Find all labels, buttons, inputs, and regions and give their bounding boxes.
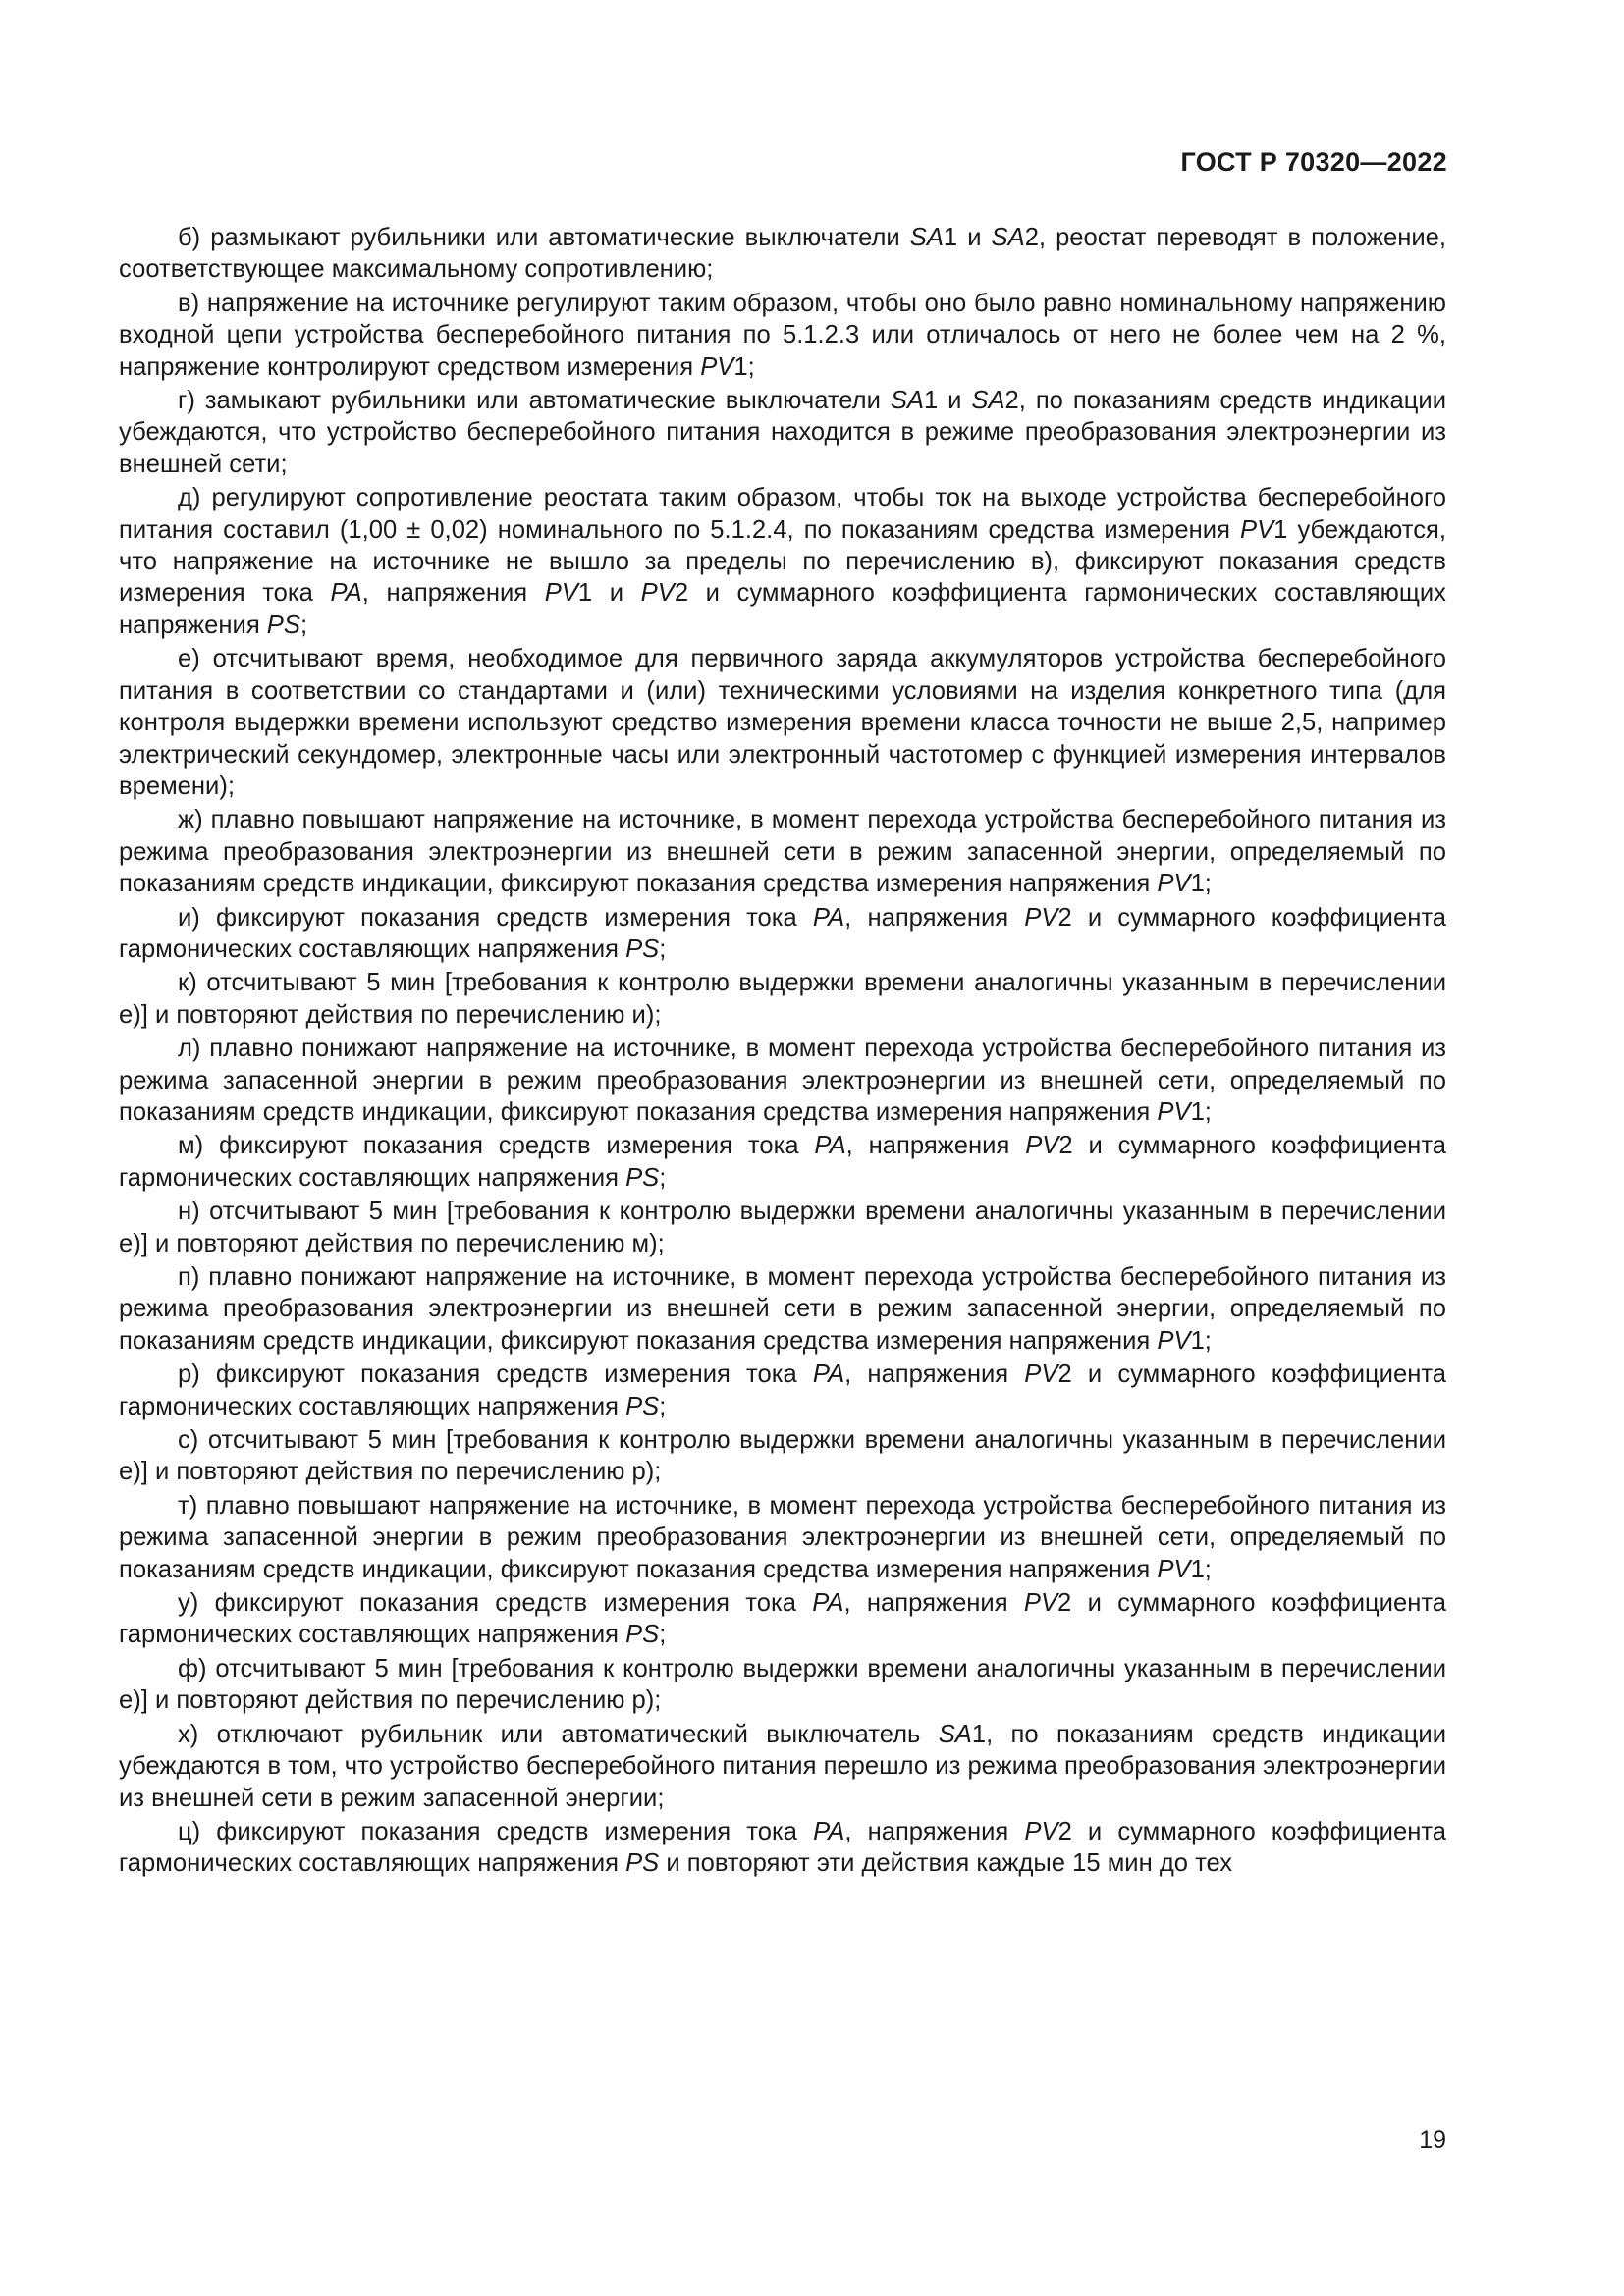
designation-italic: PV <box>1024 1817 1058 1845</box>
designation-italic: PS <box>266 611 300 639</box>
designation-italic: PA <box>330 579 362 608</box>
page-number: 19 <box>1419 2126 1446 2154</box>
designation-italic: SA <box>909 224 944 251</box>
designation-italic: PV <box>1157 1555 1191 1583</box>
designation-italic: PV <box>1157 1097 1191 1126</box>
list-item-paragraph <box>119 1816 1446 1880</box>
paragraph-text: с) отсчитывают 5 мин [требования к контролю выдержки времени аналогичны указанным в перечислении е)] и повторяют действия по перечислению р); <box>119 1426 1446 1486</box>
designation-italic: PS <box>625 1163 660 1192</box>
paragraph-text: г) замыкают рубильники или автоматические выключатели <box>178 387 891 415</box>
paragraph-text: 1; <box>733 352 755 381</box>
paragraph-text: 1; <box>1190 1555 1212 1583</box>
designation-italic: PV <box>1240 515 1274 544</box>
paragraph-text: ; <box>659 1392 667 1420</box>
list-item-paragraph <box>119 1196 1446 1259</box>
list-item-paragraph <box>119 804 1446 899</box>
paragraph-text: 2 и суммарного коэффициента гармонических составляющих напряжения <box>119 1817 1447 1878</box>
paragraph-text: ; <box>299 611 308 639</box>
list-item-paragraph <box>119 1130 1446 1194</box>
paragraph-text: , напряжения <box>844 903 1025 932</box>
paragraph-text: , напряжения <box>844 1361 1025 1389</box>
list-item-paragraph <box>119 222 1446 286</box>
paragraph-text: т) плавно повышают напряжение на источнике, в момент перехода устройства бесперебойного питания из режима запасенной энергии в режим преобразования электроэнергии из внешней сети, определяемый по показаниям средств индикации, фиксируют показания средства измерения напряжения <box>119 1491 1446 1583</box>
list-item-paragraph <box>119 1719 1446 1814</box>
paragraph-text: и повторяют эти действия каждые 15 мин до тех <box>659 1849 1233 1878</box>
designation-italic: PA <box>812 1361 845 1389</box>
list-item-paragraph <box>119 385 1446 480</box>
paragraph-text: 1; <box>1190 870 1212 898</box>
designation-italic: PV <box>544 579 578 608</box>
list-item-paragraph <box>119 1587 1446 1651</box>
paragraph-text: , напряжения <box>843 1589 1024 1618</box>
paragraph-text: б) размыкают рубильники или автоматические выключатели <box>178 224 910 251</box>
designation-italic: PV <box>1157 1326 1191 1355</box>
paragraph-text: 2, реостат переводят в положение, соответствующее максимальному сопротивлению; <box>119 224 1446 284</box>
designation-italic: PA <box>812 903 845 932</box>
paragraph-text: ф) отсчитывают 5 мин [требования к контролю выдержки времени аналогичны указанным в перечислении е)] и повторяют действия по перечислению р); <box>119 1654 1446 1715</box>
paragraph-text: в) напряжение на источнике регулируют таким образом, чтобы оно было равно номинальному напряжению входной цепи устройства бесперебойного питания по 5.1.2.3 или отличалось от него не более чем на 2 %, напряжение контролируют средством измерения <box>119 289 1446 381</box>
designation-italic: PS <box>625 1849 660 1878</box>
list-item-paragraph <box>119 902 1446 966</box>
list-item-paragraph <box>119 967 1446 1031</box>
paragraph-text: 2 и суммарного коэффициента гармонических составляющих напряжения <box>119 1589 1446 1649</box>
paragraph-text: 1; <box>1190 1326 1212 1355</box>
list-item-paragraph <box>119 288 1446 383</box>
paragraph-text: , напряжения <box>361 579 545 608</box>
paragraph-text: ; <box>659 1163 667 1192</box>
paragraph-text: 1, по показаниям средств индикации убеждаются в том, что устройство бесперебойного питания перешло из режима преобразования электроэнергии из внешней сети в режим запасенной энергии; <box>119 1720 1446 1812</box>
designation-italic: PV <box>1024 1361 1058 1389</box>
list-item-paragraph <box>119 1033 1446 1128</box>
paragraph-text: 2 и суммарного коэффициента гармонических составляющих напряжения <box>119 1132 1446 1192</box>
designation-italic: PV <box>700 352 734 381</box>
designation-italic: PS <box>625 1621 660 1649</box>
designation-italic: PV <box>1024 903 1058 932</box>
designation-italic: PA <box>813 1817 845 1845</box>
paragraph-text: д) регулируют сопротивление реостата таким образом, чтобы ток на выходе устройства бесперебойного питания составил (1,00 ± 0,02) номинального по 5.1.2.4, по показаниям средства измерения <box>119 484 1446 544</box>
paragraph-text: п) плавно понижают напряжение на источнике, в момент перехода устройства бесперебойного питания из режима преобразования электроэнергии из внешней сети в режим запасенной энергии, определяемый по показаниям средств индикации, фиксируют показания средства измерения напряжения <box>119 1263 1446 1355</box>
paragraph-text: 1 и <box>924 387 972 415</box>
paragraph-text: 1 и <box>943 224 992 251</box>
designation-italic: PA <box>814 1132 846 1160</box>
paragraph-text: х) отключают рубильник или автоматический выключатель <box>178 1720 939 1748</box>
designation-italic: PS <box>625 934 660 963</box>
designation-italic: PV <box>1023 1589 1058 1618</box>
paragraph-text: л) плавно понижают напряжение на источнике, в момент перехода устройства бесперебойного питания из режима запасенной энергии в режим преобразования электроэнергии из внешней сети, определяемый по показаниям средств индикации, фиксируют показания средства измерения напряжения <box>119 1035 1446 1126</box>
paragraph-text: , напряжения <box>845 1132 1026 1160</box>
paragraph-text: ж) плавно повышают напряжение на источнике, в момент перехода устройства бесперебойного питания из режима преобразования электроэнергии из внешней сети в режим запасенной энергии, определяемый по показаниям средств индикации, фиксируют показания средства измерения напряжения <box>119 806 1446 898</box>
paragraph-text: н) отсчитывают 5 мин [требования к контролю выдержки времени аналогичны указанным в перечислении е)] и повторяют действия по перечислению м); <box>119 1198 1446 1257</box>
paragraph-text: ц) фиксируют показания средств измерения тока <box>178 1817 814 1845</box>
paragraph-text: ; <box>659 934 667 963</box>
paragraph-text: 2 и суммарного коэффициента гармонических составляющих напряжения <box>119 579 1446 639</box>
list-item-paragraph <box>119 1424 1446 1488</box>
list-item-paragraph <box>119 643 1446 802</box>
list-item-paragraph <box>119 1490 1446 1585</box>
paragraph-text: 2, по показаниям средств индикации убеждаются, что устройство бесперебойного питания находится в режиме преобразования электроэнергии из внешней сети; <box>119 387 1446 478</box>
list-item-paragraph <box>119 482 1446 641</box>
paragraph-text: м) фиксируют показания средств измерения тока <box>178 1132 815 1160</box>
designation-italic: SA <box>991 224 1025 251</box>
paragraph-text: 1; <box>1190 1097 1212 1126</box>
list-item-paragraph <box>119 1261 1446 1357</box>
designation-italic: PV <box>1025 1132 1059 1160</box>
designation-italic: PV <box>640 579 675 608</box>
list-item-paragraph <box>119 1359 1446 1422</box>
designation-italic: PV <box>1157 870 1191 898</box>
designation-italic: PS <box>625 1392 660 1420</box>
document-body <box>119 222 1446 1882</box>
paragraph-text: 2 и суммарного коэффициента гармонических составляющих напряжения <box>119 903 1446 963</box>
paragraph-text: к) отсчитывают 5 мин [требования к контролю выдержки времени аналогичны указанным в перечислении е)] и повторяют действия по перечислению и); <box>119 969 1446 1029</box>
document-code-header: ГОСТ Р 70320—2022 <box>1180 147 1447 177</box>
paragraph-text: у) фиксируют показания средств измерения тока <box>178 1589 813 1618</box>
designation-italic: PA <box>812 1589 844 1618</box>
paragraph-text: р) фиксируют показания средств измерения тока <box>178 1361 813 1389</box>
list-item-paragraph <box>119 1653 1446 1717</box>
paragraph-text: ; <box>659 1621 667 1649</box>
paragraph-text: 1 и <box>577 579 641 608</box>
paragraph-text: и) фиксируют показания средств измерения тока <box>178 903 813 932</box>
designation-italic: SA <box>890 387 924 415</box>
paragraph-text: е) отсчитывают время, необходимое для первичного заряда аккумуляторов устройства бесперебойного питания в соответствии со стандартами и (или) техническими условиями на изделия конкретного типа (для контроля выдержки времени используют средство измерения времени класса точности не выше 2,5, например электрический секундомер, электронные часы или электронный частотомер с функцией измерения интервалов времени); <box>119 645 1446 800</box>
designation-italic: SA <box>971 387 1005 415</box>
paragraph-text: 2 и суммарного коэффициента гармонических составляющих напряжения <box>119 1361 1447 1420</box>
paragraph-text: , напряжения <box>844 1817 1025 1845</box>
paragraph-text: 1 убеждаются, что напряжение на источнике не вышло за пределы по перечислению в), фиксируют показания средств измерения тока <box>119 515 1446 608</box>
designation-italic: SA <box>938 1720 972 1748</box>
